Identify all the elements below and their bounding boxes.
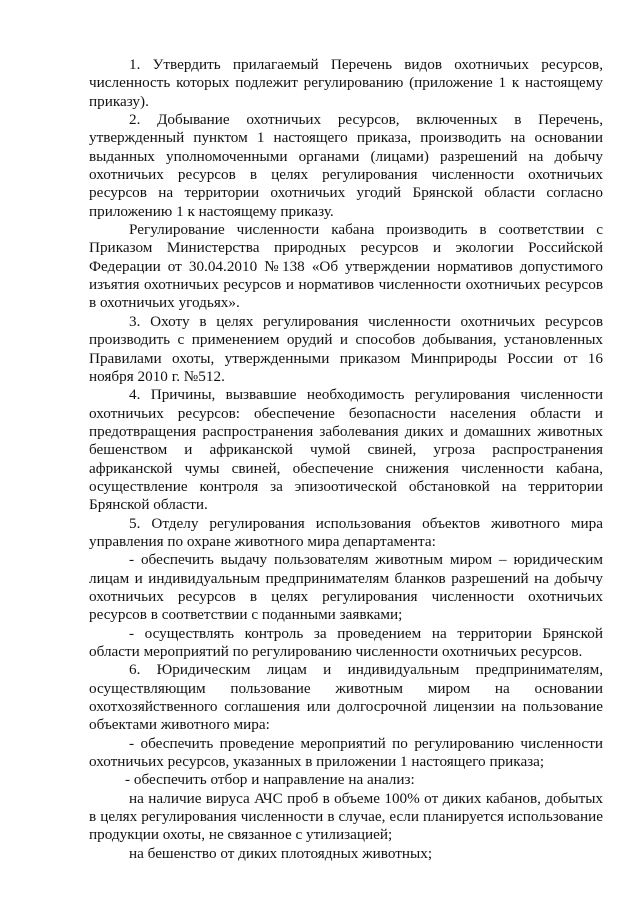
paragraph-boar-regulation: Регулирование численности кабана производить в соответствии с Приказом Министерства природных ресурсов и экологии Российской Федерации от 30.04.2010 №138 «Об утверждении нормативов допустимого изъятия охотничьих ресурсов и нормативов численности охотничьих ресурсов в охотничьих угодьях». <box>89 221 603 312</box>
paragraph-6-item-2: - обеспечить отбор и направление на анализ: <box>125 771 415 789</box>
paragraph-5-item-1: - обеспечить выдачу пользователям животным миром – юридическим лицам и индивидуальным предпринимателям бланков разрешений на добычу охотничьих ресурсов в целях регулирования численности охотничьих ресурсов в соответствии с поданными заявками; <box>89 551 603 624</box>
document-body <box>89 56 603 863</box>
paragraph-6-item-2-asf: на наличие вируса АЧС проб в объеме 100% от диких кабанов, добытых в целях регулирования численности в случае, если планируется использование продукции охоты, не связанное с утилизацией; <box>89 789 603 844</box>
paragraph-5: 5. Отделу регулирования использования объектов животного мира управления по охране животного мира департамента: <box>89 514 603 550</box>
paragraph-5-item-2: - осуществлять контроль за проведением на территории Брянской области мероприятий по регулированию численности охотничьих ресурсов. <box>89 624 603 660</box>
paragraph-1: 1. Утвердить прилагаемый Перечень видов охотничьих ресурсов, численность которых подлежит регулированию (приложение 1 к настоящему приказу). <box>89 56 603 110</box>
paragraph-2: 2. Добывание охотничьих ресурсов, включенных в Перечень, утвержденный пунктом 1 настоящего приказа, производить на основании выданных уполномоченными органами (лицами) разрешений на добычу охотничьих ресурсов в целях регулирования численности охотничьих ресурсов на территории охотничьих угодий Брянской области согласно приложению 1 к настоящему приказу. <box>89 111 603 220</box>
paragraph-6-item-1: - обеспечить проведение мероприятий по регулированию численности охотничьих ресурсов, указанных в приложении 1 настоящего приказа; <box>89 734 603 771</box>
paragraph-6: 6. Юридическим лицам и индивидуальным предпринимателям, осуществляющим пользование животным миром на основании охотхозяйственного соглашения или долгосрочной лицензии на пользование объектами животного мира: <box>89 661 603 734</box>
paragraph-4: 4. Причины, вызвавшие необходимость регулирования численности охотничьих ресурсов: обеспечение безопасности населения области и предотвращения распространения заболевания диких и домашних животных бешенством и африканской чумой свиней, угроза распространения африканской чумы свиней, обеспечение снижения численности кабана, осуществление контроля за эпизоотической обстановкой на территории Брянской области. <box>89 386 603 514</box>
paragraph-3: 3. Охоту в целях регулирования численности охотничьих ресурсов производить с применением орудий и способов добывания, установленных Правилами охоты, утвержденными приказом Минприроды России от 16 ноября 2010 г. №512. <box>89 312 603 385</box>
paragraph-6-item-2-rabies: на бешенство от диких плотоядных животных; <box>129 844 433 862</box>
